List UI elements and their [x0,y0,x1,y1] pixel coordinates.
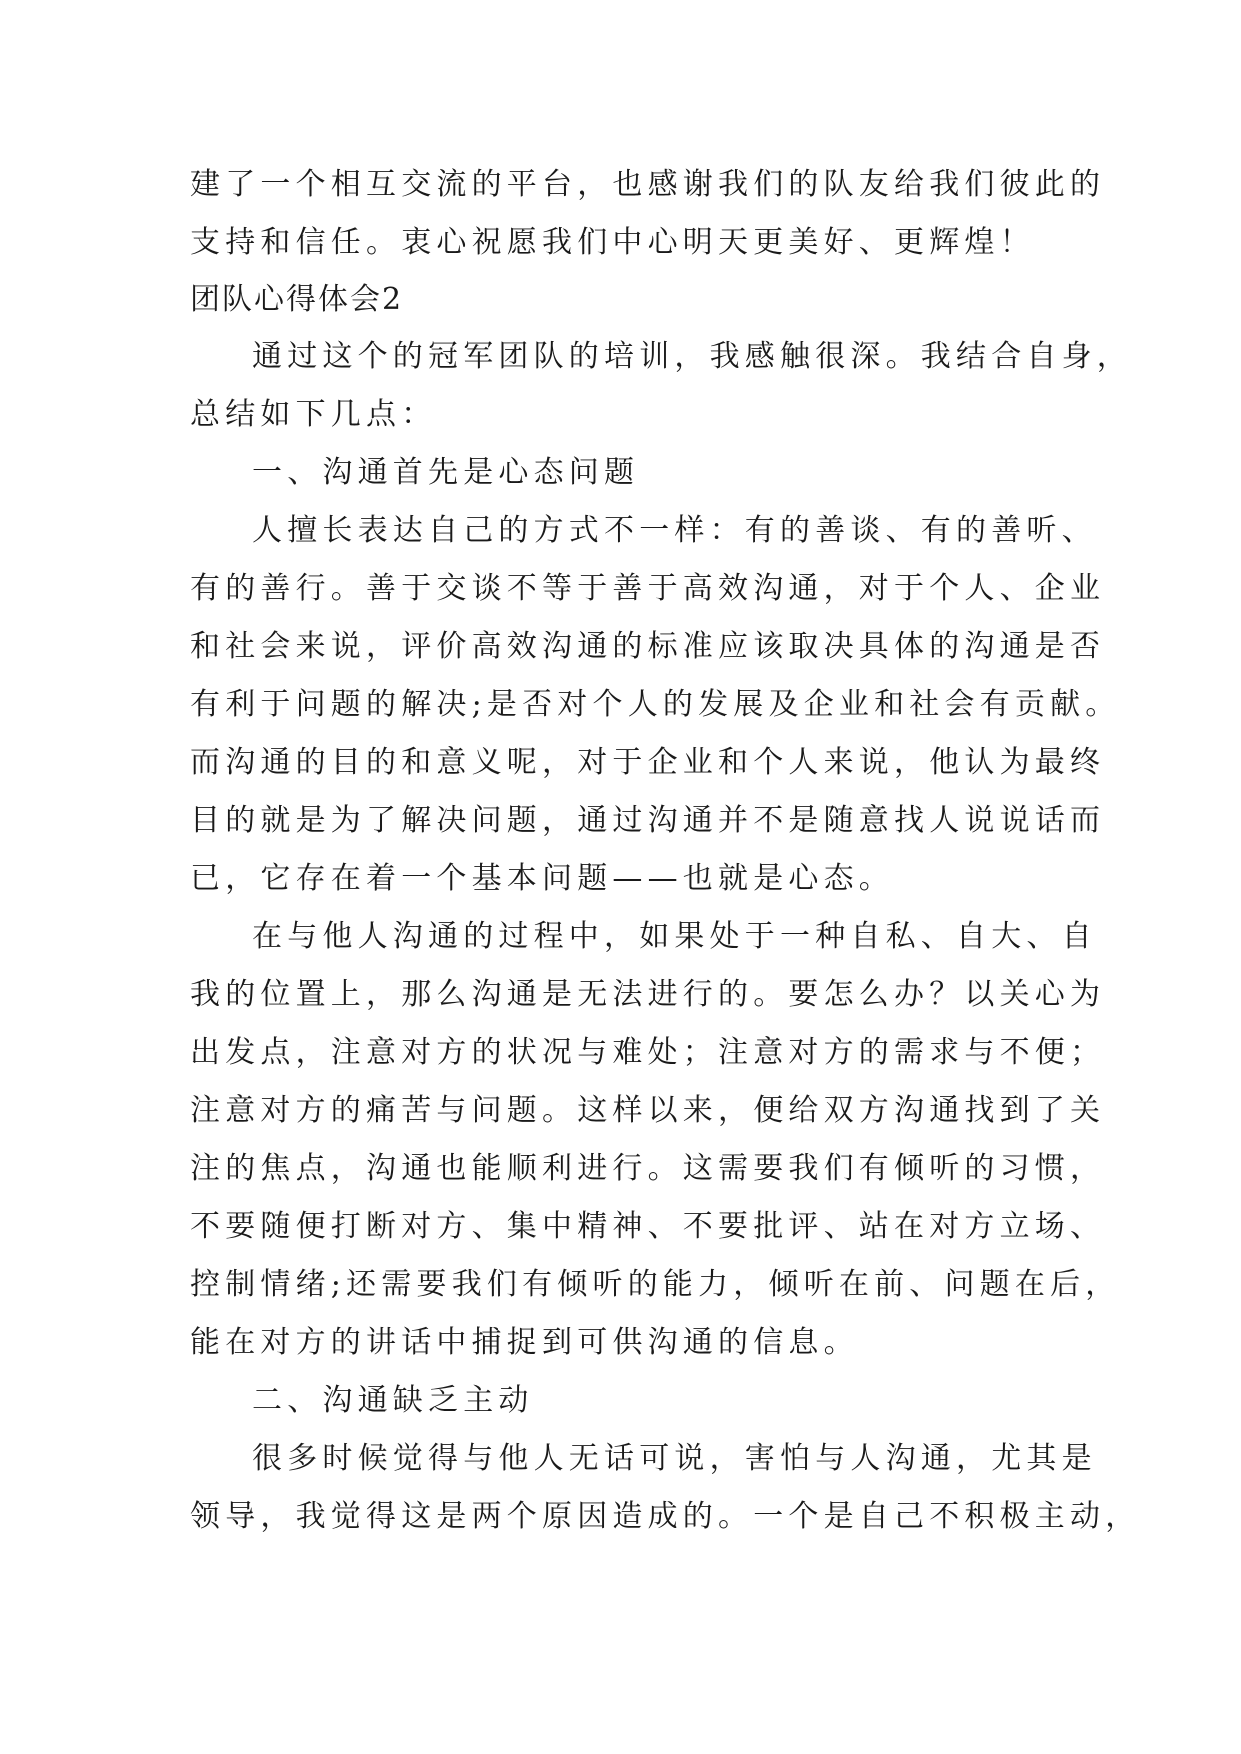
text-line: 有利于问题的解决;是否对个人的发展及企业和社会有贡献。 [190,687,1121,722]
text-line: 控制情绪;还需要我们有倾听的能力，倾听在前、问题在后， [190,1267,1121,1302]
text-line: 出发点，注意对方的状况与难处；注意对方的需求与不便； [190,1035,1106,1070]
text-line: 而沟通的目的和意义呢，对于企业和个人来说，他认为最终 [190,745,1106,780]
section-title: 团队心得体会2 [190,282,404,317]
text-line: 能在对方的讲话中捕捉到可供沟通的信息。 [190,1325,859,1360]
subheading: 二、沟通缺乏主动 [252,1383,534,1418]
text-line: 支持和信任。衷心祝愿我们中心明天更美好、更辉煌！ [190,225,1035,260]
text-line: 注意对方的痛苦与问题。这样以来，便给双方沟通找到了关 [190,1093,1106,1128]
text-line: 已，它存在着一个基本问题——也就是心态。 [190,861,894,896]
text-line: 总结如下几点： [190,397,437,432]
text-line: 很多时候觉得与他人无话可说，害怕与人沟通，尤其是 [252,1441,1097,1476]
text-line: 我的位置上，那么沟通是无法进行的。要怎么办？以关心为 [190,977,1106,1012]
text-line: 通过这个的冠军团队的培训，我感触很深。我结合自身， [252,339,1132,374]
subheading: 一、沟通首先是心态问题 [252,455,640,490]
text-line: 建了一个相互交流的平台，也感谢我们的队友给我们彼此的 [190,167,1106,202]
text-line: 领导，我觉得这是两个原因造成的。一个是自己不积极主动， [190,1499,1141,1534]
text-line: 不要随便打断对方、集中精神、不要批评、站在对方立场、 [190,1209,1106,1244]
text-line: 在与他人沟通的过程中，如果处于一种自私、自大、自 [252,919,1097,954]
text-line: 注的焦点，沟通也能顺利进行。这需要我们有倾听的习惯， [190,1151,1106,1186]
text-line: 目的就是为了解决问题，通过沟通并不是随意找人说说话而 [190,803,1106,838]
text-line: 人擅长表达自己的方式不一样：有的善谈、有的善听、 [252,513,1097,548]
text-line: 有的善行。善于交谈不等于善于高效沟通，对于个人、企业 [190,571,1106,606]
text-line: 和社会来说，评价高效沟通的标准应该取决具体的沟通是否 [190,629,1106,664]
